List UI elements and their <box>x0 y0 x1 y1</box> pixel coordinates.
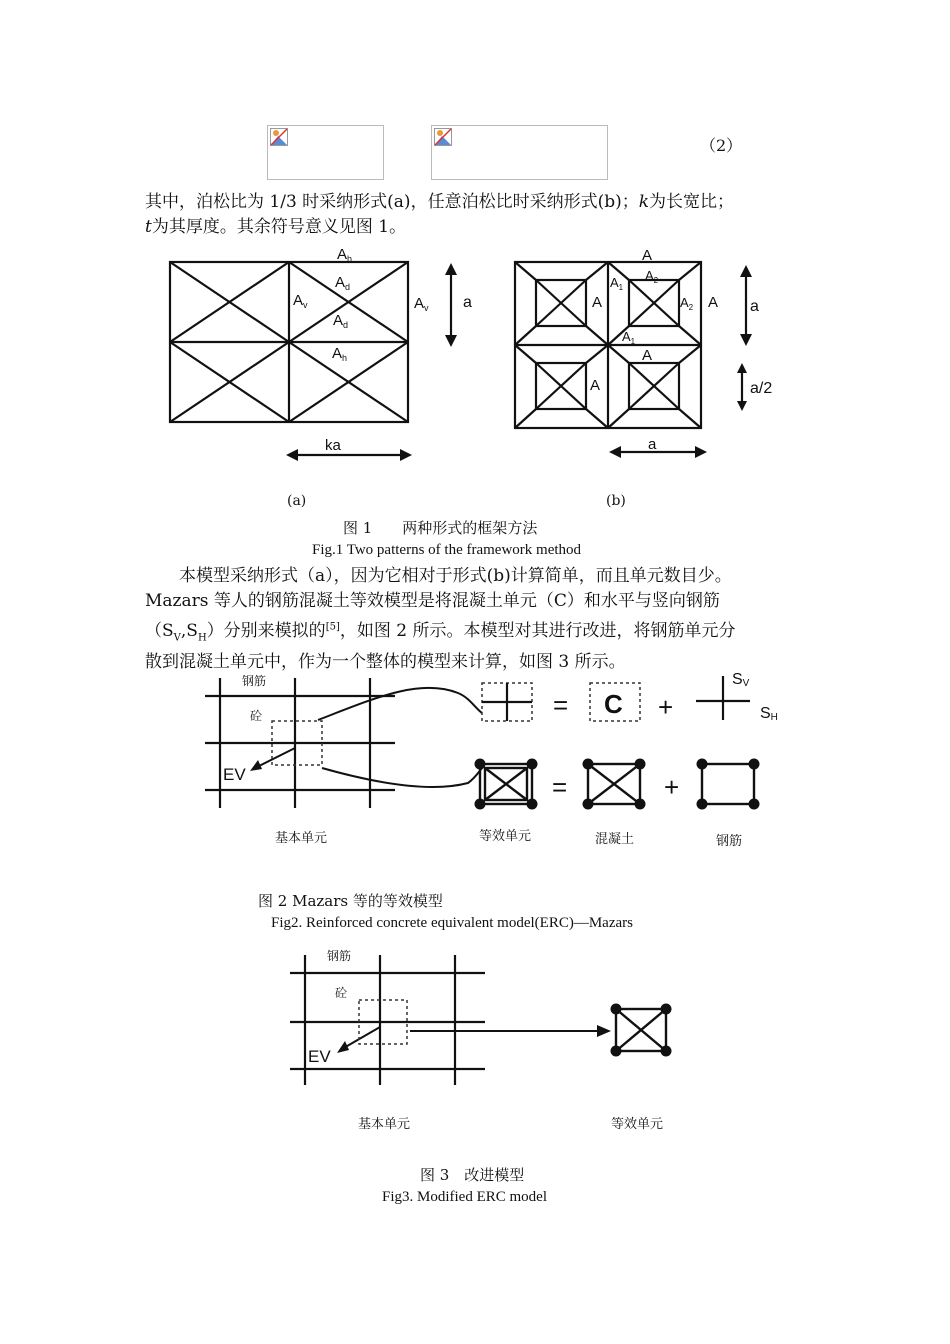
fig2-plus-top: + <box>658 692 674 722</box>
fig2-basic-label: 基本单元 <box>275 830 328 845</box>
label-b-a1-mid: $A_1$ <box>622 329 636 346</box>
fig3-concrete-short-label: 砼 <box>335 986 348 1000</box>
para2-line1: 本模型采纳形式（a），因为它相对于形式(b)计算简单，而且单元数目少。 <box>179 566 732 586</box>
figure-1a-diagram <box>165 245 485 475</box>
fig3-rebar-label: 钢筋 <box>327 949 352 963</box>
fig2-concrete-label: 混凝土 <box>595 831 635 846</box>
fig2-c-label: C <box>604 689 623 719</box>
fig2-eq-top: = <box>553 690 569 720</box>
label-ah: $A_h$ <box>337 246 353 264</box>
para1-text-a: 其中，泊松比为 1/3 时采纳形式(a)，任意泊松比时采纳形式(b)； <box>145 192 639 212</box>
label-b-a1-top: $A_1$ <box>610 275 624 292</box>
fig2-ev-label: EV <box>223 765 246 784</box>
para1-text-c: 为其厚度。其余符号意义见图 1。 <box>151 217 407 237</box>
broken-image-icon <box>270 128 288 146</box>
label-ad-top: $A_d$ <box>335 274 351 292</box>
label-b-a-left: A <box>592 294 603 311</box>
fig1-caption-en: Fig.1 Two patterns of the framework method <box>312 542 582 558</box>
fig2-equiv-label: 等效单元 <box>479 828 532 843</box>
para2-line4: 散到混凝土单元中，作为一个整体的模型来计算，如图 3 所示。 <box>145 652 626 673</box>
label-b-a2-right: $A_2$ <box>680 295 694 312</box>
label-ad-bottom: $A_d$ <box>333 312 349 330</box>
fig2-rebar-label: 钢筋 <box>242 674 267 688</box>
fig2-eq-bottom: = <box>552 772 568 802</box>
paragraph-2 <box>145 564 810 675</box>
fig2-caption-cn: 图 2 Mazars 等的等效模型 <box>258 892 443 910</box>
fig2-caption-en: Fig2. Reinforced concrete equivalent model(ERC)—Mazars <box>271 915 633 931</box>
label-av-inner: $A_v$ <box>293 292 308 310</box>
figure-2-diagram <box>200 668 800 863</box>
equation-image-1 <box>267 125 384 180</box>
label-ah-mid: $A_h$ <box>332 345 348 363</box>
fig2-sv-label: SV <box>732 671 750 689</box>
paragraph-1 <box>145 190 810 240</box>
label-b-a2-dim: a/2 <box>750 380 773 397</box>
para1-t: t <box>145 217 152 237</box>
label-b-a-bottom: a <box>648 436 657 453</box>
fig3-basic-label: 基本单元 <box>358 1116 411 1131</box>
label-b-a-top: A <box>642 247 653 264</box>
label-b-a-right: A <box>708 294 719 311</box>
label-b-a-bl: A <box>590 377 601 394</box>
para1-k: k <box>638 192 650 212</box>
para2-line3: $(S_V,S_H)$分别来模拟的[5]，如图 2 所示。本模型对其进行改进，将钢筋单元分 <box>145 620 736 644</box>
para2-line2: Mazars 等人的钢筋混凝土等效模型是将混凝土单元（C）和水平与竖向钢筋 <box>145 591 720 611</box>
para1-text-b: 为长宽比； <box>649 192 735 212</box>
figure-3-diagram <box>285 945 705 1140</box>
fig2-plus-bottom: + <box>664 772 680 802</box>
equation-image-2 <box>431 125 608 180</box>
fig1-caption-cn: 图 1 两种形式的框架方法 <box>343 519 538 537</box>
fig3-caption-cn: 图 3 改进模型 <box>420 1166 525 1184</box>
fig1-subcaption-a: (a) <box>287 493 307 509</box>
label-b-a-mid: A <box>642 347 653 364</box>
fig3-equiv-label: 等效单元 <box>611 1116 664 1131</box>
equation-number: （2） <box>700 136 743 155</box>
fig2-rebar2-label: 钢筋 <box>716 833 743 848</box>
fig2-sh-label: SH <box>760 705 778 723</box>
label-b-a2-top: $A_2$ <box>645 268 659 285</box>
label-b-a-dim: a <box>750 298 759 315</box>
fig1-subcaption-b: (b) <box>606 493 626 509</box>
label-ka: ka <box>325 437 341 454</box>
fig3-caption-en: Fig3. Modified ERC model <box>382 1189 547 1205</box>
fig2-concrete-short-label: 砼 <box>250 709 263 723</box>
label-av-outer: $A_v$ <box>414 295 429 313</box>
figure-1b-diagram <box>510 245 800 475</box>
label-a: a <box>463 294 472 311</box>
fig3-ev-label: EV <box>308 1047 331 1066</box>
broken-image-icon <box>434 128 452 146</box>
